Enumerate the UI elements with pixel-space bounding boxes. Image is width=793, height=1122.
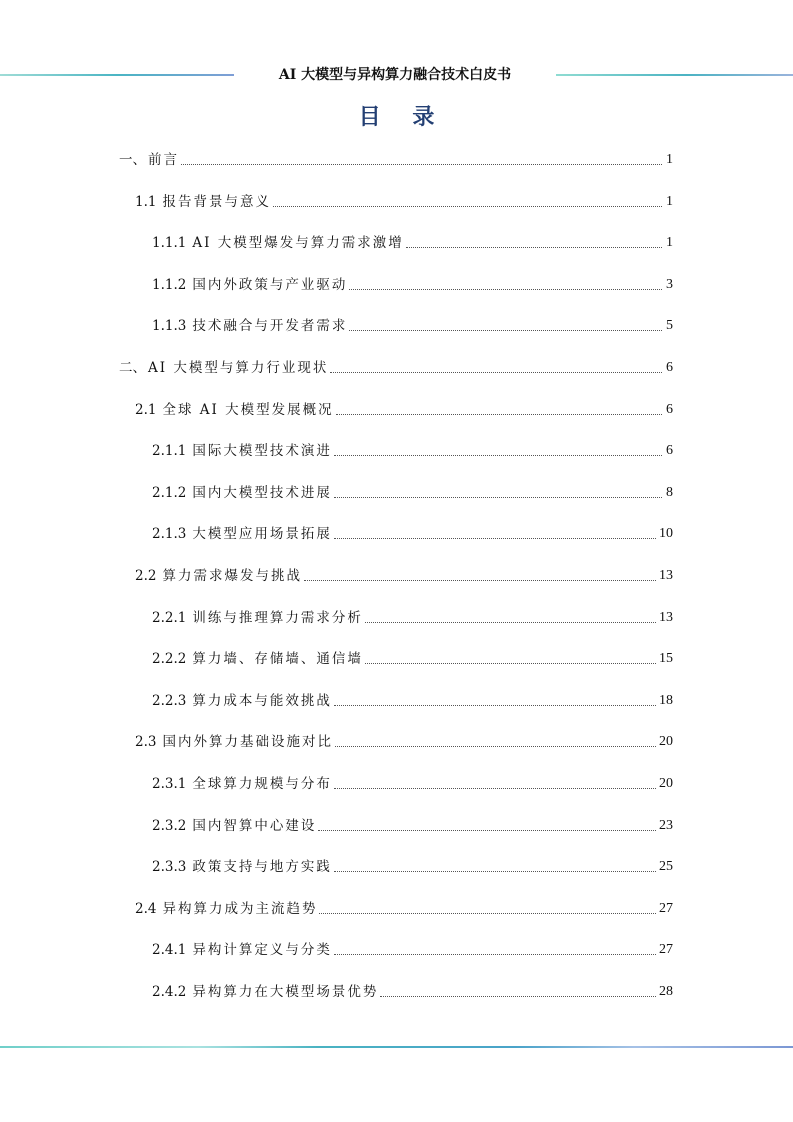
toc-entry-page-number: 13 [659, 609, 673, 625]
toc-entry-title: 国内外政策与产业驱动 [192, 276, 348, 293]
toc-entry-number: 2.3.3 [152, 859, 187, 876]
toc-entry-page-number: 6 [666, 360, 673, 375]
toc-entry[interactable] [152, 853, 673, 877]
toc-entry[interactable] [135, 188, 673, 212]
dot-leader [318, 829, 656, 831]
dot-leader [304, 579, 656, 581]
toc-entry[interactable] [152, 936, 673, 960]
dot-leader [349, 329, 662, 331]
dot-leader [334, 496, 662, 498]
toc-entry-number: 2.2 [135, 568, 157, 584]
toc-entry-title: AI 大模型与算力行业现状 [148, 360, 329, 376]
toc-entry-number: 2.3 [135, 734, 157, 751]
toc-entry-page-number: 10 [659, 526, 673, 542]
toc-entry-number: 二、 [119, 360, 146, 376]
toc-entry-number: 1.1.1 [152, 235, 187, 252]
toc-entry-page-number: 27 [659, 900, 673, 916]
toc-entry-title: 大模型应用场景拓展 [192, 526, 332, 543]
toc-entry-number: 2.2.2 [152, 651, 187, 668]
header-rule-left [0, 74, 234, 76]
toc-entry-title: 前言 [148, 152, 179, 168]
dot-leader [334, 870, 656, 872]
toc-entry-number: 2.1.2 [152, 484, 187, 501]
toc-entry-title: 政策支持与地方实践 [192, 859, 332, 876]
toc-entry-title: 全球 AI 大模型发展概况 [162, 401, 334, 418]
toc-entry-page-number: 23 [659, 817, 673, 833]
toc-entry-number: 一、 [119, 152, 146, 168]
toc-entry-title: 异构算力在大模型场景优势 [192, 984, 379, 1000]
toc-entry-title: 报告背景与意义 [162, 193, 271, 210]
toc-entry-page-number: 1 [666, 235, 673, 251]
toc-entry-page-number: 18 [659, 692, 673, 708]
document-header-title: AI 大模型与异构算力融合技术白皮书 [278, 67, 512, 83]
toc-entry-number: 2.3.2 [152, 817, 187, 834]
dot-leader [365, 621, 656, 623]
toc-entry-title: 国内大模型技术进展 [192, 484, 332, 501]
toc-entry[interactable] [152, 520, 673, 544]
toc-entry-title: 算力墙、存储墙、通信墙 [192, 651, 363, 668]
toc-entry-title: 国内智算中心建设 [192, 817, 317, 834]
toc-entry-number: 1.1.2 [152, 276, 187, 293]
toc-entry[interactable] [135, 895, 673, 919]
toc-entry[interactable] [152, 312, 673, 336]
toc-entry-page-number: 27 [659, 942, 673, 958]
toc-entry-page-number: 20 [659, 734, 673, 750]
toc-entry-page-number: 28 [659, 984, 673, 999]
toc-entry-page-number: 3 [666, 276, 673, 292]
toc-entry-title: 异构计算定义与分类 [192, 942, 332, 959]
dot-leader [273, 205, 662, 207]
toc-entry-page-number: 6 [666, 443, 673, 459]
toc-entry-number: 2.1.1 [152, 443, 187, 460]
toc-entry[interactable] [152, 437, 673, 461]
toc-heading: 目 录 [358, 104, 447, 130]
toc-entry-page-number: 20 [659, 776, 673, 791]
dot-leader [181, 163, 662, 165]
dot-leader [336, 413, 662, 415]
toc-entry[interactable] [152, 812, 673, 836]
toc-entry[interactable] [152, 770, 673, 794]
toc-entry-title: 国内外算力基础设施对比 [162, 734, 333, 751]
toc-entry-number: 2.4.2 [152, 984, 187, 1000]
toc-entry-page-number: 8 [666, 484, 673, 500]
dot-leader [319, 912, 656, 914]
toc-entry[interactable] [135, 562, 673, 586]
toc-entry-number: 2.1.3 [152, 526, 187, 543]
toc-entry-page-number: 1 [666, 193, 673, 209]
toc-entry[interactable] [119, 354, 673, 378]
toc-entry-page-number: 5 [666, 318, 673, 334]
toc-entry-title: 算力成本与能效挑战 [192, 692, 332, 709]
toc-entry[interactable] [152, 271, 673, 295]
toc-entry-page-number: 6 [666, 401, 673, 417]
dot-leader [335, 745, 656, 747]
toc-entry[interactable] [135, 396, 673, 420]
toc-entry-number: 1.1.3 [152, 318, 187, 335]
toc-entry-page-number: 13 [659, 568, 673, 583]
toc-entry[interactable] [119, 146, 673, 170]
toc-entry-title: 全球算力规模与分布 [192, 776, 332, 792]
dot-leader [380, 995, 656, 997]
dot-leader [349, 288, 662, 290]
toc-entry[interactable] [152, 687, 673, 711]
toc-entry[interactable] [152, 978, 673, 1002]
dot-leader [334, 454, 662, 456]
toc-entry[interactable] [152, 229, 673, 253]
dot-leader [330, 371, 662, 373]
toc-entry-number: 2.2.3 [152, 692, 187, 709]
toc-entry-page-number: 15 [659, 651, 673, 667]
toc-entry-title: 技术融合与开发者需求 [192, 318, 348, 335]
dot-leader [334, 953, 656, 955]
toc-entry-page-number: 25 [659, 859, 673, 875]
dot-leader [334, 787, 656, 789]
dot-leader [334, 537, 656, 539]
toc-entry-page-number: 1 [666, 152, 673, 167]
toc-entry-number: 1.1 [135, 193, 157, 210]
dot-leader [365, 662, 656, 664]
header-rule-right [556, 74, 793, 76]
toc-entry-number: 2.4.1 [152, 942, 187, 959]
toc-entry[interactable] [135, 728, 673, 752]
toc-entry-title: 算力需求爆发与挑战 [162, 568, 302, 584]
toc-entry[interactable] [152, 604, 673, 628]
toc-entry[interactable] [152, 645, 673, 669]
toc-entry-title: 训练与推理算力需求分析 [192, 609, 363, 626]
toc-entry-title: AI 大模型爆发与算力需求激增 [192, 235, 404, 252]
toc-entry-title: 国际大模型技术演进 [192, 443, 332, 460]
dot-leader [334, 704, 656, 706]
footer-rule [0, 1046, 793, 1048]
toc-entry-title: 异构算力成为主流趋势 [162, 900, 318, 917]
toc-entry-number: 2.1 [135, 401, 157, 418]
toc-entry-number: 2.4 [135, 900, 157, 917]
toc-entry-number: 2.2.1 [152, 609, 187, 626]
toc-entry-number: 2.3.1 [152, 776, 187, 792]
toc-entry[interactable] [152, 479, 673, 503]
dot-leader [406, 246, 662, 248]
